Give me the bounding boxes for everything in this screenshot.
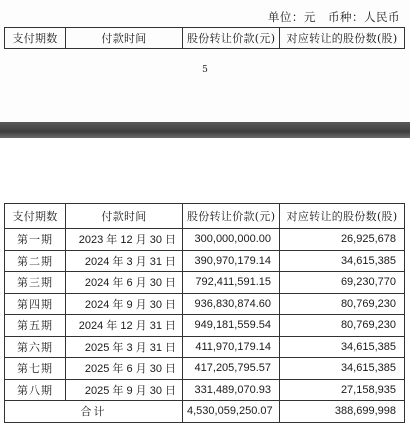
cell-share-count: 27,158,935 — [280, 379, 405, 401]
table-total-row — [5, 401, 405, 423]
cell-share-count: 34,615,385 — [280, 358, 405, 380]
header-payment-time: 付款时间 — [66, 204, 183, 229]
cell-transfer-price: 936,830,874.60 — [183, 293, 280, 315]
table-row — [5, 379, 405, 401]
cell-transfer-price: 949,181,559.54 — [183, 315, 280, 337]
cell-period: 第三期 — [5, 272, 66, 294]
cell-transfer-price: 792,411,591.15 — [183, 272, 280, 294]
header-transfer-price: 股份转让价款(元) — [183, 204, 280, 229]
payment-schedule-table — [4, 203, 405, 423]
cell-total-price: 4,530,059,250.07 — [183, 401, 280, 423]
cell-transfer-price: 390,970,179.14 — [183, 250, 280, 272]
unit-label: 单位：元 — [267, 10, 316, 24]
cell-share-count: 80,769,230 — [280, 293, 405, 315]
table-row — [5, 293, 405, 315]
table-row — [5, 336, 405, 358]
cell-transfer-price: 417,205,795.57 — [183, 358, 280, 380]
cell-share-count: 34,615,385 — [280, 250, 405, 272]
cell-share-count: 26,925,678 — [280, 229, 405, 251]
cell-share-count: 34,615,385 — [280, 336, 405, 358]
table-row — [5, 272, 405, 294]
cell-share-count: 80,769,230 — [280, 315, 405, 337]
cell-period: 第二期 — [5, 250, 66, 272]
cell-period: 第一期 — [5, 229, 66, 251]
cell-payment-date: 2025 年 3 月 31 日 — [66, 336, 183, 358]
document-page-bottom — [0, 138, 410, 436]
cell-payment-date: 2024 年 6 月 30 日 — [66, 272, 183, 294]
header-transfer-price: 股份转让价款(元) — [183, 28, 280, 49]
table-header-row — [5, 204, 405, 229]
document-page-top — [0, 0, 410, 122]
cell-period: 第五期 — [5, 315, 66, 337]
table-row — [5, 315, 405, 337]
table-row — [5, 229, 405, 251]
cell-transfer-price: 331,489,070.93 — [183, 379, 280, 401]
page-number: 5 — [202, 65, 208, 75]
cell-period: 第六期 — [5, 336, 66, 358]
cell-period: 第七期 — [5, 358, 66, 380]
header-share-count: 对应转让的股份数(股) — [280, 28, 405, 49]
table-row — [5, 250, 405, 272]
cell-transfer-price: 411,970,179.14 — [183, 336, 280, 358]
cell-share-count: 69,230,770 — [280, 272, 405, 294]
cell-payment-date: 2023 年 12 月 30 日 — [66, 229, 183, 251]
header-period: 支付期数 — [5, 28, 66, 49]
header-payment-time: 付款时间 — [66, 28, 183, 49]
payment-table-header-top — [4, 27, 405, 49]
cell-payment-date: 2024 年 9 月 30 日 — [66, 293, 183, 315]
table-row — [5, 358, 405, 380]
unit-currency-line — [268, 9, 400, 25]
cell-period: 第八期 — [5, 379, 66, 401]
page-separator — [0, 122, 410, 138]
currency-label: 币种：人民币 — [328, 10, 400, 24]
cell-payment-date: 2025 年 9 月 30 日 — [66, 379, 183, 401]
cell-total-shares: 388,699,998 — [280, 401, 405, 423]
header-period: 支付期数 — [5, 204, 66, 229]
cell-transfer-price: 300,000,000.00 — [183, 229, 280, 251]
header-share-count: 对应转让的股份数(股) — [280, 204, 405, 229]
cell-total-label: 合计 — [5, 401, 183, 423]
cell-period: 第四期 — [5, 293, 66, 315]
table-header-row — [5, 28, 405, 49]
cell-payment-date: 2025 年 6 月 30 日 — [66, 358, 183, 380]
cell-payment-date: 2024 年 3 月 31 日 — [66, 250, 183, 272]
cell-payment-date: 2024 年 12 月 31 日 — [66, 315, 183, 337]
